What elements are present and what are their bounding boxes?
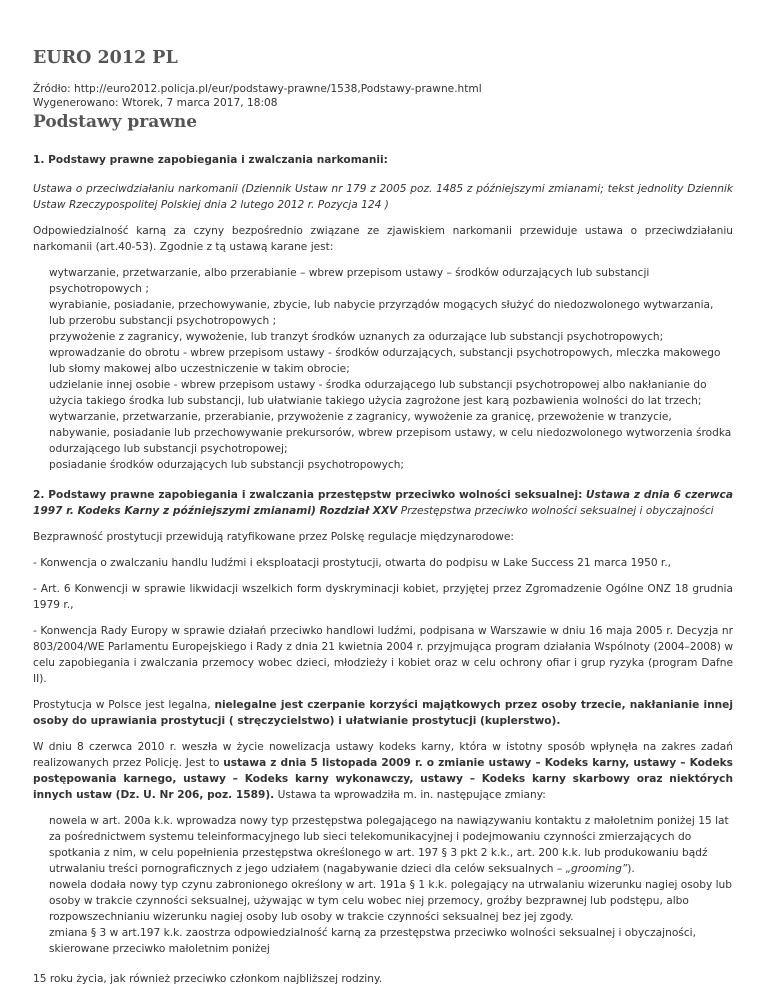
list-item: wprowadzanie do obrotu - wbrew przepisom ustawy - środków odurzających, substancji psychotropowych, mleczka makowego lub słomy makowej albo uczestniczenie w takim obrocie; [49,347,721,375]
offences-list [33,265,733,473]
prostitution-text: Prostytucja w Polsce jest legalna, [33,699,211,711]
list-item: zmiana § 3 w art.197 k.k. zaostrza odpowiedzialność karną za przestępstwa przeciwko wolności seksualnej i obyczajności, skierowane przeciwko małoletnim poniżej [49,927,696,955]
list-item: wyrabianie, posiadanie, przechowywanie, zbycie, lub nabycie przyrządów mogących służyć do niedozwolonego wytwarzania, lub przerobu substancji psychotropowych ; [49,299,714,327]
section2-act-reference: Ustawa z dnia 6 czerwca 1997 r. Kodeks Karny z późniejszymi zmianami) Rozdział XXV [33,489,733,517]
amendment-paragraph [33,739,733,803]
list-item: wytwarzanie, przetwarzanie, albo przerabianie – wbrew przepisom ustawy – środków odurzających lub substancji psychotropowych ; [49,267,650,295]
site-title: EURO 2012 PL [33,48,178,68]
article-body [33,152,733,997]
section2-paragraph: Bezprawność prostytucji przewidują ratyfikowane przez Polskę regulacje międzynarodowe: [33,531,514,543]
section2-paragraph: - Konwencja Rady Europy w sprawie działań przeciwko handlowi ludźmi, podpisana w Warszawie w dniu 16 maja 2005 r. Decyzja nr 803/2004/WE Parlamentu Europejskiego i Rady z dnia 21 kwietnia 2004 r. przyjmująca program działania Wspólnoty (2004–2008) w celu zapobiegania i zwalczania przemocy wobec dzieci, młodzieży i kobiet oraz w celu ochrony ofiar i grup ryzyka (program Dafne II). [33,625,733,685]
section2-heading [33,487,733,519]
list-item [49,813,733,877]
section2-heading-bold: 2. Podstawy prawne zapobiegania i zwalczania przestępstw przeciwko wolności seksualnej: [33,489,583,501]
section1-heading: 1. Podstawy prawne zapobiegania i zwalczania narkomanii: [33,154,388,166]
page-title: Podstawy prawne [33,112,198,132]
source-line: Źródło: http://euro2012.policja.pl/eur/podstawy-prawne/1538,Podstawy-prawne.html [33,83,482,95]
list-item: przywożenie z zagranicy, wywożenie, lub tranzyt środków uznanych za odurzające lub substancji psychotropowych; [49,331,664,343]
prostitution-paragraph [33,697,733,729]
change-text: nowela w art. 200a k.k. wprowadza nowy typ przestępstwa polegającego na nawiązywaniu kontaktu z małoletnim poniżej 15 lat za pośrednictwem systemu teleinformacyjnego lub sieci telekomunikacyjnej i podejmowaniu czynności zmierzających do spotkania z nim, w celu popełnienia przestępstwa określonego w art. 197 § 3 pkt 2 k.k., art. 200 k.k. lub produkowaniu bądź utrwalaniu treści pornograficznych z jego udziałem (nagabywanie dzieci dla celów seksualnych – [49,815,729,875]
change-text-end: ). [627,863,635,875]
section2-chapter-title: Przestępstwa przeciwko wolności seksualnej i obyczajności [400,505,714,517]
section2-paragraph: - Art. 6 Konwencji w sprawie likwidacji wszelkich form dyskryminacji kobiet, przyjętej przez Zgromadzenie Ogólne ONZ 18 grudnia 1979 r., [33,583,733,611]
list-item: udzielanie innej osobie - wbrew przepisom ustawy - środka odurzającego lub substancji psychotropowej albo nakłanianie do użycia takiego środka lub substancji, lub ułatwianie takiego użycia zagrożone jest karą pozbawienia wolności do lat trzech; [49,379,707,407]
section1-intro: Odpowiedzialność karną za czyny bezpośrednio związane ze zjawiskiem narkomanii przewiduje ustawa o przeciwdziałaniu narkomanii (art.40-53). Zgodnie z tą ustawą karane jest: [33,225,733,253]
list-item: nowela dodała nowy typ czynu zabronionego określony w art. 191a § 1 k.k. polegający na utrwalaniu wizerunku nagiej osoby lub osoby w trakcie czynności seksualnej, używając w tym celu wobec niej przemocy, groźby bezprawnej lub podstępu, albo rozpowszechnianiu wizerunku nagiej osoby lub osoby w trakcie czynności seksualnej bez jej zgody. [49,879,732,923]
list-item: wytwarzanie, przetwarzanie, przerabianie, przywożenie z zagranicy, wywożenie za granicę, przewożenie w tranzycie, nabywanie, posiadanie lub przechowywanie prekursorów, wbrew przepisom ustawy, w celu niedozwolonego wytworzenia środka odurzającego lub substancji psychotropowej; [49,411,732,455]
document-meta [33,82,482,110]
prostitution-bold-text: nielegalne jest czerpanie korzyści majątkowych przez osoby trzecie, nakłanianie innej osoby do uprawiania prostytucji ( stręczycielstwo) i ułatwianie prostytucji (kuplerstwo). [33,699,733,727]
changes-list [33,813,733,957]
amendment-text-end: Ustawa ta wprowadziła m. in. następujące zmiany: [277,789,546,801]
amendment-text: W dniu 8 czerwca 2010 r. weszła w życie nowelizacja ustawy kodeks karny, która w istotny sposób wpłynęła na zakres zadań realizowanych przez Policję. Jest to [33,741,733,769]
list-item: posiadanie środków odurzających lub substancji psychotropowych; [49,459,405,471]
final-paragraph: 15 roku życia, jak również przeciwko członkom najbliższej rodziny. [33,973,383,985]
section1-act-reference: Ustawa o przeciwdziałaniu narkomanii (Dziennik Ustaw nr 179 z 2005 poz. 1485 z późniejszymi zmianami; tekst jednolity Dziennik Ustaw Rzeczypospolitej Polskiej dnia 2 lutego 2012 r. Pozycja 124 ) [33,183,733,211]
grooming-term: „grooming” [565,863,628,875]
section2-paragraph: - Konwencja o zwalczaniu handlu ludźmi i eksploatacji prostytucji, otwarta do podpisu w Lake Success 21 marca 1950 r., [33,557,672,569]
amendment-act-title: ustawa z dnia 5 listopada 2009 r. o zmianie ustawy – Kodeks karny, ustawy – Kodeks postępowania karnego, ustawy – Kodeks karny wykonawczy, ustawy – Kodeks karny skarbowy oraz niektórych innych ustaw (Dz. U. Nr 206, poz. 1589). [33,757,733,801]
generated-line: Wygenerowano: Wtorek, 7 marca 2017, 18:08 [33,97,278,109]
